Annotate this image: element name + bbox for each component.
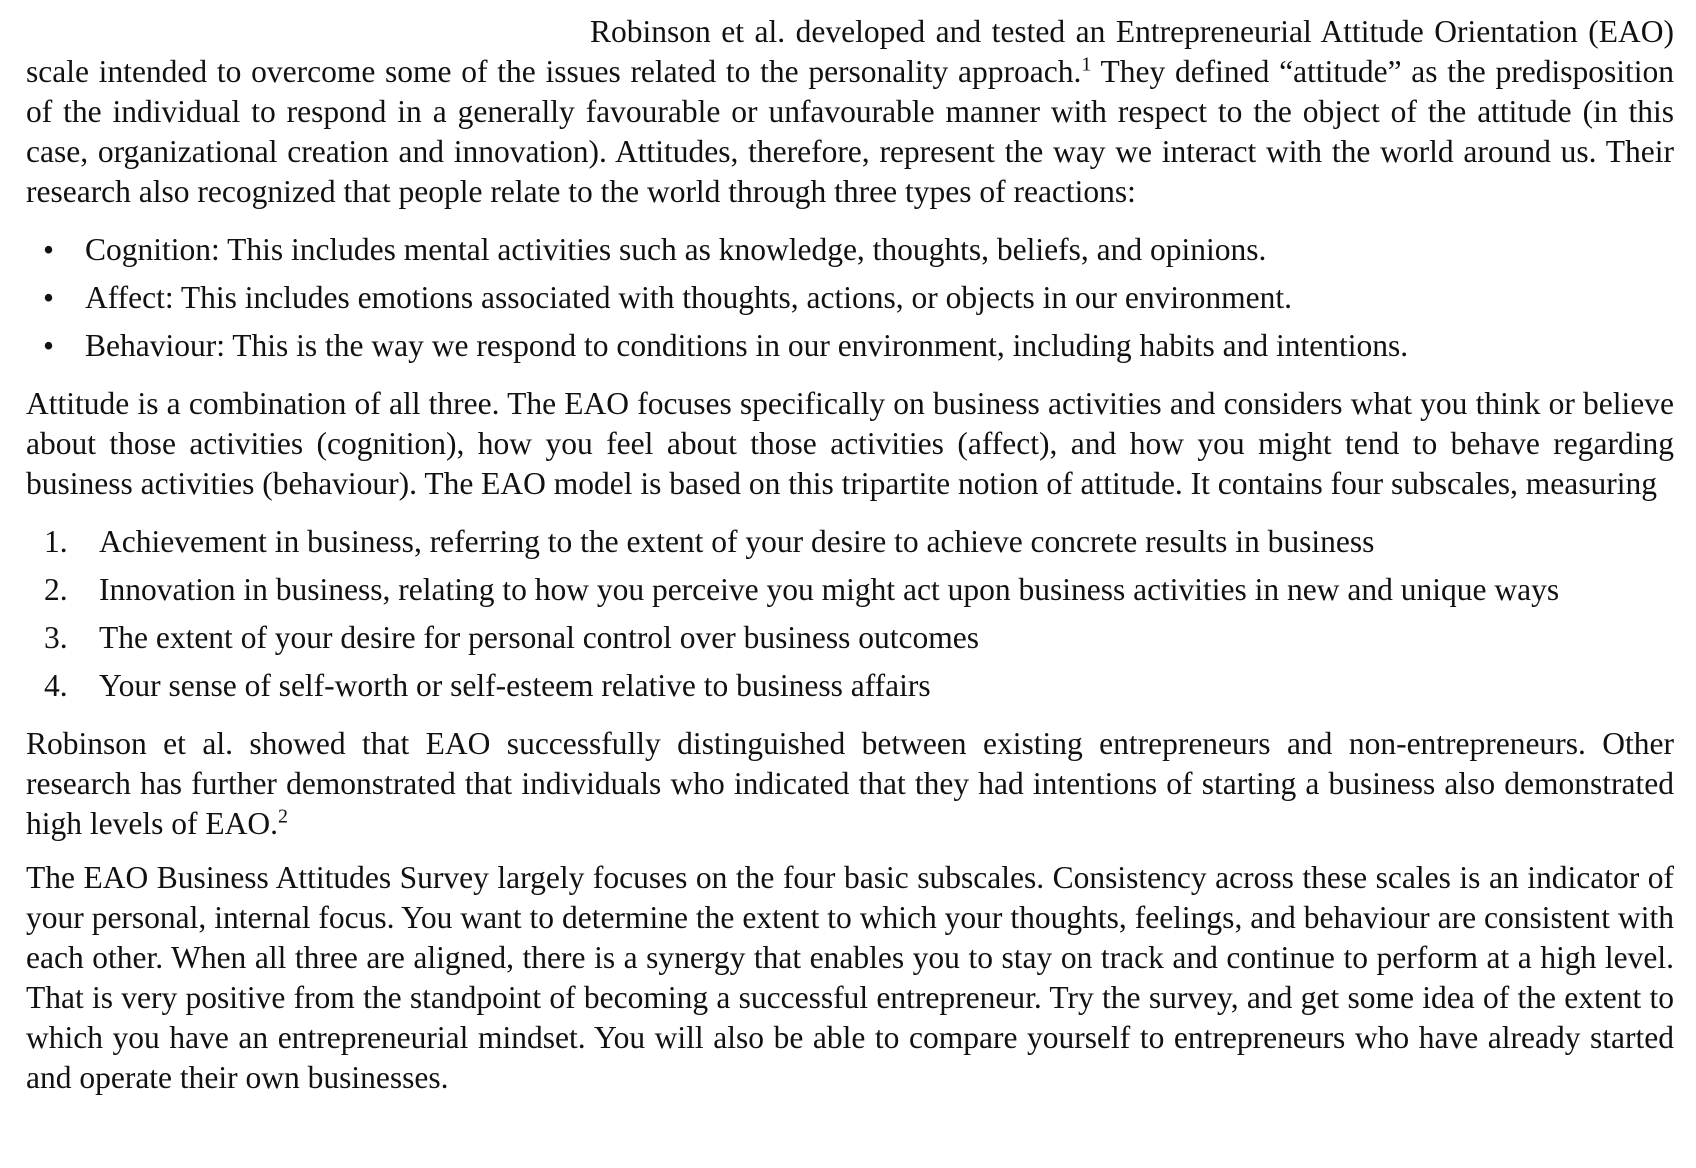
reaction-types-list [26,226,1674,370]
list-number: 2. [44,572,68,607]
list-item-text: Innovation in business, relating to how you perceive you might act upon business activities in new and unique ways [99,572,1560,607]
footnote-ref-1[interactable]: 1 [1081,53,1092,76]
intro-text-a: Robinson et al. developed and tested an Entrepreneurial Attitude Orientation (EAO) scale intended to overcome some of the issues related to the personality approach. [26,14,1674,89]
bullet-icon: • [43,328,55,363]
list-number: 1. [44,524,68,559]
list-item-text: Behaviour: This is the way we respond to conditions in our environment, including habits and intentions. [85,328,1409,363]
list-item-text: Achievement in business, referring to the extent of your desire to achieve concrete results in business [99,524,1375,559]
intro-text-b: They defined “attitude” as the predisposition of the individual to respond in a generally favourable or unfavourable manner with respect to the object of the attitude (in this case, organizational creation and innovation). Attitudes, therefore, represent the way we interact with the world around us. Their research also recognized that people relate to the world through three types of reactions: [26,54,1674,209]
list-item-text: Cognition: This includes mental activities such as knowledge, thoughts, beliefs, and opinions. [85,232,1267,267]
bullet-icon: • [43,280,55,315]
list-item-text: The extent of your desire for personal control over business outcomes [99,620,980,655]
list-number: 4. [44,668,68,703]
list-item [26,226,1674,274]
survey-paragraph: The EAO Business Attitudes Survey largely focuses on the four basic subscales. Consistency across these scales is an indicator of your personal, internal focus. You want to determine the extent to which your thoughts, feelings, and behaviour are consistent with each other. When all three are aligned, there is a synergy that enables you to stay on track and continue to perform at a high level. That is very positive from the standpoint of becoming a successful entrepreneur. Try the survey, and get some idea of the extent to which you have an entrepreneurial mindset. You will also be able to compare yourself to entrepreneurs who have already started and operate their own businesses. [26,860,1674,1095]
attitude-paragraph: Attitude is a combination of all three. The EAO focuses specifically on business activities and considers what you think or believe about those activities (cognition), how you feel about those activities (affect), and how you might tend to behave regarding business activities (behaviour). The EAO model is based on this tripartite notion of attitude. It contains four subscales, measuring [26,386,1674,501]
subscales-list [26,518,1674,710]
list-item [26,662,1674,710]
list-item-text: Affect: This includes emotions associated with thoughts, actions, or objects in our environment. [85,280,1292,315]
results-text: Robinson et al. showed that EAO successfully distinguished between existing entrepreneurs and non-entrepreneurs. Other research has further demonstrated that individuals who indicated that they had intentions of starting a business also demonstrated high levels of EAO. [26,726,1674,841]
list-item [26,614,1674,662]
results-paragraph [26,724,1674,844]
list-item [26,322,1674,370]
list-item [26,274,1674,322]
intro-paragraph [26,12,1674,212]
list-item [26,566,1674,614]
list-item-text: Your sense of self-worth or self-esteem relative to business affairs [99,668,931,703]
bullet-icon: • [43,232,55,267]
footnote-ref-2[interactable]: 2 [277,805,288,828]
list-item [26,518,1674,566]
list-number: 3. [44,620,68,655]
